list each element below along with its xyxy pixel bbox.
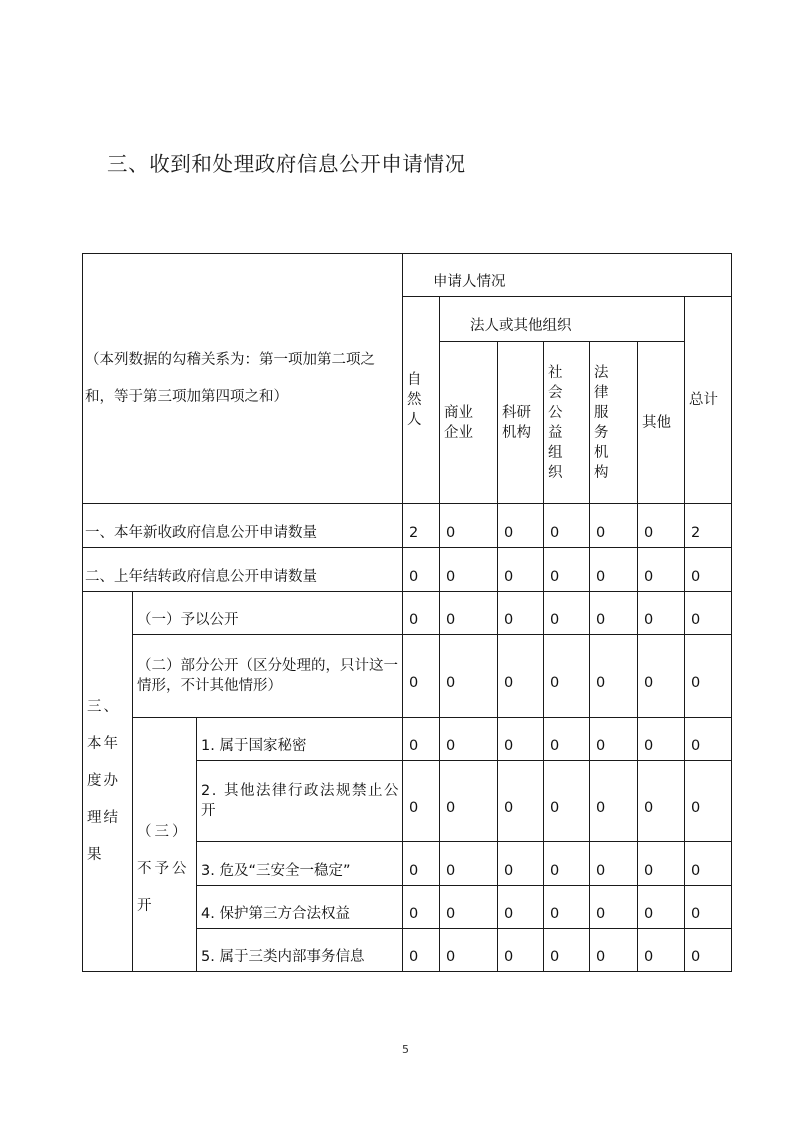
cell-commercial-enterprise: 0 [440,504,498,548]
cell-social-welfare-org: 0 [544,718,590,761]
row-label: 2. 其他法律行政法规禁止公开 [197,761,403,842]
cell-social-welfare-org: 0 [544,761,590,842]
table-note-cell [83,254,403,504]
cell-legal-service-org: 0 [590,929,638,972]
row-label: 一、本年新收政府信息公开申请数量 [83,504,403,548]
cell-legal-service-org: 0 [590,635,638,718]
header-social-welfare-org-text: 社会公益组织 [548,364,569,481]
row-label: （二）部分公开（区分处理的，只计这一情形，不计其他情形） [133,635,403,718]
cell-social-welfare-org: 0 [544,548,590,592]
header-social-welfare-org [544,342,590,504]
cell-total: 0 [685,592,732,635]
header-legal-person-group: 法人或其他组织 [440,297,685,342]
cell-legal-service-org: 0 [590,886,638,929]
cell-social-welfare-org: 0 [544,842,590,886]
cell-legal-service-org: 0 [590,504,638,548]
header-natural-person [403,297,440,504]
cell-other: 0 [638,761,685,842]
cell-research-institution: 0 [498,635,544,718]
cell-natural-person: 0 [403,842,440,886]
non-disclosure-label-cell [133,718,197,972]
table-row [83,592,732,635]
cell-commercial-enterprise: 0 [440,929,498,972]
header-research-institution-text: 科研机构 [502,404,532,441]
cell-other: 0 [638,548,685,592]
row-label: 5. 属于三类内部事务信息 [197,929,403,972]
header-applicant-situation: 申请人情况 [403,254,732,297]
cell-legal-service-org: 0 [590,592,638,635]
cell-research-institution: 0 [498,718,544,761]
header-legal-service-org-text: 法律服务机构 [594,364,615,481]
cell-social-welfare-org: 0 [544,504,590,548]
cell-total: 0 [685,761,732,842]
cell-commercial-enterprise: 0 [440,761,498,842]
cell-legal-service-org: 0 [590,548,638,592]
section-three-label-cell [83,592,133,972]
cell-research-institution: 0 [498,842,544,886]
cell-total: 2 [685,504,732,548]
section-three-label: 三、本年度办理结果 [87,699,120,863]
cell-total: 0 [685,718,732,761]
cell-commercial-enterprise: 0 [440,886,498,929]
cell-other: 0 [638,592,685,635]
cell-social-welfare-org: 0 [544,592,590,635]
cell-research-institution: 0 [498,761,544,842]
row-label: 3. 危及“三安全一稳定” [197,842,403,886]
header-legal-service-org [590,342,638,504]
table-row [83,548,732,592]
row-label: 二、上年结转政府信息公开申请数量 [83,548,403,592]
cell-research-institution: 0 [498,504,544,548]
cell-other: 0 [638,635,685,718]
header-total: 总计 [685,297,732,504]
cell-natural-person: 0 [403,718,440,761]
cell-research-institution: 0 [498,548,544,592]
cell-total: 0 [685,842,732,886]
table-row [83,504,732,548]
table-note: （本列数据的勾稽关系为：第一项加第二项之和，等于第三项加第四项之和） [85,351,375,405]
header-other: 其他 [638,342,685,504]
cell-research-institution: 0 [498,929,544,972]
cell-other: 0 [638,929,685,972]
cell-natural-person: 0 [403,548,440,592]
cell-other: 0 [638,842,685,886]
cell-natural-person: 0 [403,886,440,929]
cell-commercial-enterprise: 0 [440,635,498,718]
cell-commercial-enterprise: 0 [440,548,498,592]
table-row [83,635,732,718]
non-disclosure-label: （三）不予公开 [137,824,190,914]
cell-research-institution: 0 [498,592,544,635]
cell-commercial-enterprise: 0 [440,592,498,635]
page-number: 5 [402,1043,409,1056]
cell-legal-service-org: 0 [590,718,638,761]
cell-legal-service-org: 0 [590,842,638,886]
header-research-institution [498,342,544,504]
cell-social-welfare-org: 0 [544,886,590,929]
cell-natural-person: 0 [403,635,440,718]
cell-natural-person: 2 [403,504,440,548]
cell-total: 0 [685,548,732,592]
table-row [83,718,732,761]
cell-commercial-enterprise: 0 [440,842,498,886]
cell-other: 0 [638,504,685,548]
cell-other: 0 [638,886,685,929]
cell-total: 0 [685,635,732,718]
cell-social-welfare-org: 0 [544,635,590,718]
row-label: 4. 保护第三方合法权益 [197,886,403,929]
section-title: 三、收到和处理政府信息公开申请情况 [107,152,466,176]
cell-natural-person: 0 [403,761,440,842]
cell-natural-person: 0 [403,929,440,972]
cell-social-welfare-org: 0 [544,929,590,972]
row-label: （一）予以公开 [133,592,403,635]
header-commercial-enterprise-text: 商业企业 [444,404,474,441]
header-natural-person-text: 自然人 [407,372,422,428]
row-label: 1. 属于国家秘密 [197,718,403,761]
cell-natural-person: 0 [403,592,440,635]
cell-other: 0 [638,718,685,761]
header-commercial-enterprise [440,342,498,504]
cell-total: 0 [685,886,732,929]
cell-commercial-enterprise: 0 [440,718,498,761]
info-disclosure-table [82,253,732,972]
cell-research-institution: 0 [498,886,544,929]
cell-total: 0 [685,929,732,972]
cell-legal-service-org: 0 [590,761,638,842]
